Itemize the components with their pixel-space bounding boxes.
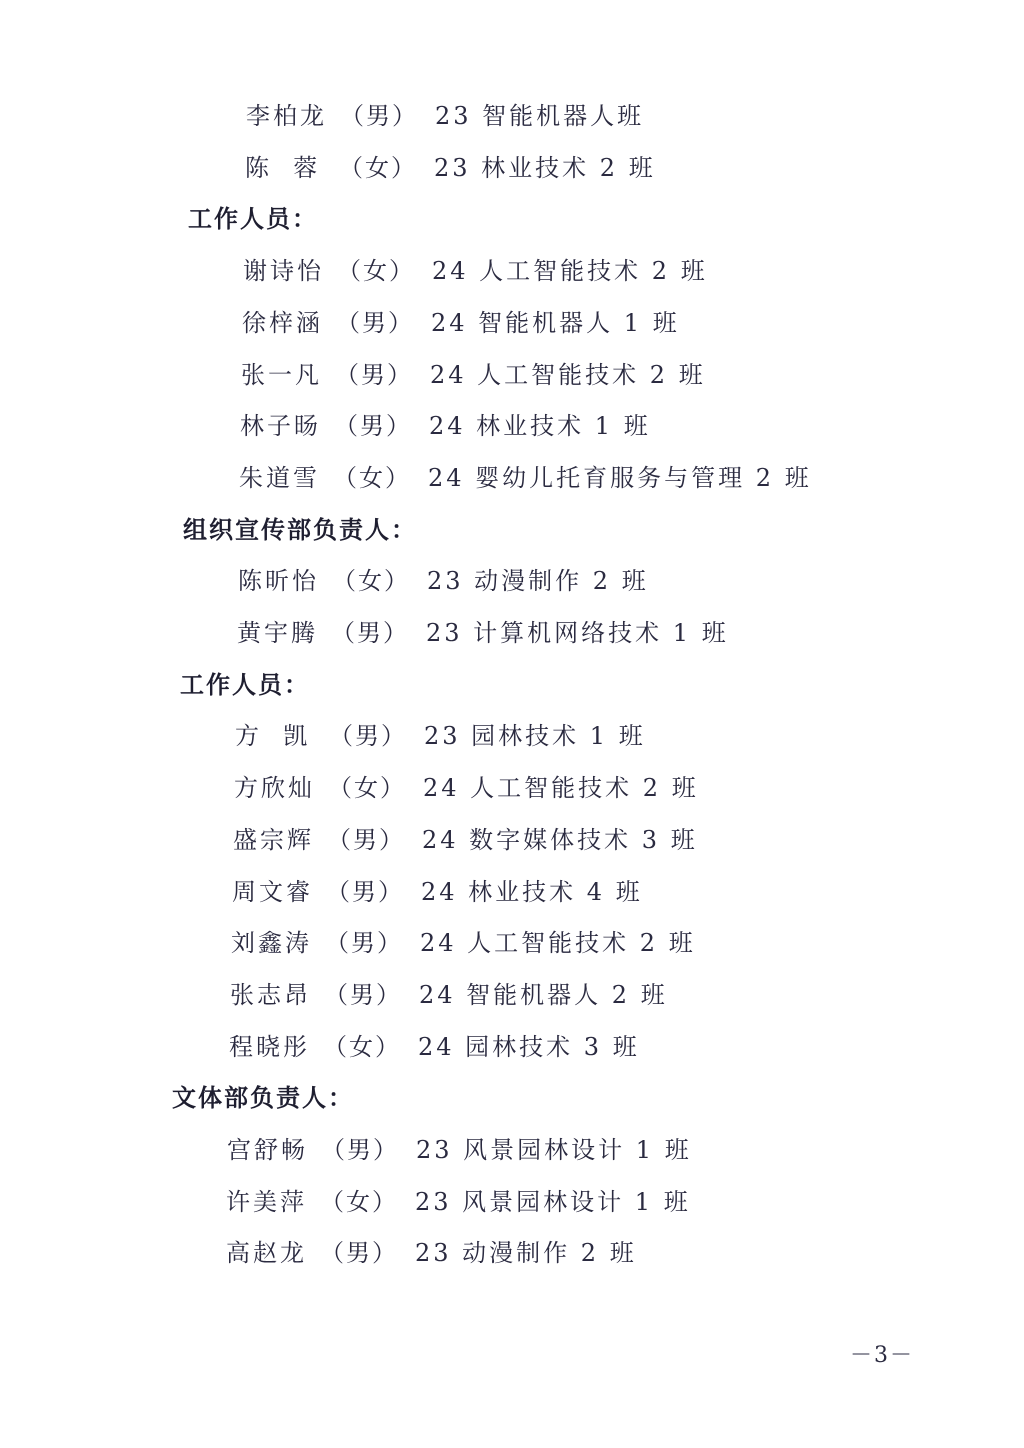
member-class: 24 人工智能技术 2 班: [432, 257, 708, 286]
member-gender: （男）: [326, 877, 404, 906]
member-name: 程晓彤: [229, 1032, 310, 1061]
member-gender: （男）: [321, 1136, 399, 1164]
member-gender: （男）: [331, 619, 409, 647]
member-name: 张一凡: [241, 360, 322, 389]
member-name: 黄宇腾: [237, 619, 318, 647]
section-heading: 工作人员：: [188, 204, 318, 234]
member-class: 24 婴幼儿托育服务与管理 2 班: [428, 463, 812, 492]
member-class: 23 风景园林设计 1 班: [415, 1187, 691, 1216]
member-name: 宫舒畅: [227, 1136, 308, 1164]
member-name: 朱道雪: [239, 463, 320, 492]
member-gender: （女）: [337, 257, 415, 286]
member-class: 23 动漫制作 2 班: [415, 1239, 637, 1268]
member-gender: （男）: [340, 102, 418, 130]
member-name: 盛宗辉: [233, 825, 314, 854]
member-name: 李柏龙: [246, 102, 327, 130]
member-gender: （女）: [328, 774, 406, 803]
member-name: 周文睿: [232, 877, 313, 906]
member-name: 方 凯: [235, 722, 311, 751]
member-gender: （男）: [335, 360, 413, 389]
member-name: 高赵龙: [226, 1239, 307, 1268]
member-name: 谢诗怡: [243, 257, 324, 286]
member-gender: （男）: [324, 980, 402, 1009]
section-heading: 组织宣传部负责人：: [183, 514, 417, 544]
member-gender: （男）: [336, 308, 414, 337]
member-name: 刘鑫涛: [231, 929, 312, 958]
member-class: 24 人工智能技术 2 班: [430, 360, 706, 389]
member-class: 24 数字媒体技术 3 班: [422, 825, 698, 854]
member-class: 24 林业技术 4 班: [421, 877, 643, 906]
section-heading: 工作人员：: [180, 669, 310, 699]
member-name: 张志昂: [230, 980, 311, 1009]
member-gender: （男）: [327, 825, 405, 854]
member-class: 24 园林技术 3 班: [418, 1032, 640, 1061]
member-class: 23 风景园林设计 1 班: [416, 1136, 692, 1164]
member-name: 陈昕怡: [238, 567, 319, 596]
member-class: 23 智能机器人班: [435, 102, 645, 130]
member-name: 陈 蓉: [245, 153, 321, 182]
member-gender: （男）: [320, 1239, 398, 1268]
member-gender: （女）: [333, 463, 411, 492]
member-class: 24 人工智能技术 2 班: [420, 929, 696, 958]
member-class: 24 智能机器人 2 班: [419, 980, 668, 1009]
member-gender: （男）: [329, 722, 407, 751]
member-gender: （女）: [320, 1187, 398, 1216]
member-gender: （男）: [334, 412, 412, 441]
member-class: 24 智能机器人 1 班: [431, 308, 680, 337]
member-gender: （女）: [339, 153, 417, 182]
page-number: －3－: [850, 1343, 914, 1368]
member-class: 23 计算机网络技术 1 班: [426, 619, 729, 647]
member-gender: （男）: [325, 929, 403, 958]
section-heading: 文体部负责人：: [172, 1083, 354, 1113]
member-name: 方欣灿: [234, 774, 315, 803]
member-name: 徐梓涵: [242, 308, 323, 337]
member-class: 23 林业技术 2 班: [434, 153, 656, 182]
member-class: 23 园林技术 1 班: [424, 722, 646, 751]
member-class: 24 人工智能技术 2 班: [423, 774, 699, 803]
member-name: 林子旸: [240, 412, 321, 441]
member-class: 23 动漫制作 2 班: [427, 567, 649, 596]
member-class: 24 林业技术 1 班: [429, 412, 651, 441]
member-gender: （女）: [323, 1032, 401, 1061]
member-gender: （女）: [332, 567, 410, 596]
member-name: 许美萍: [226, 1187, 307, 1216]
